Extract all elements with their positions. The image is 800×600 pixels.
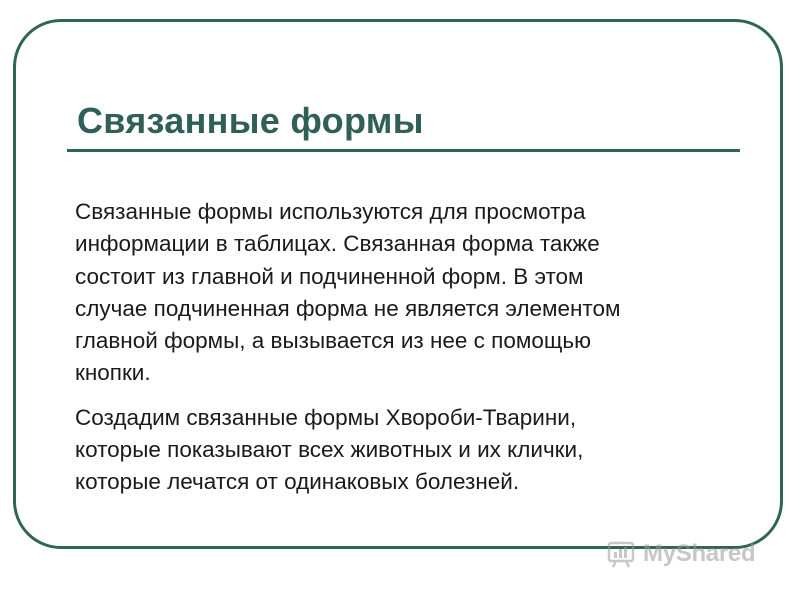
body-paragraph-2: Создадим связанные формы Хвороби-Тварини, которые показывают всех животных и их клички, которые лечатся от одинаковых болезней. xyxy=(75,404,584,495)
slide-title: Связанные формы xyxy=(77,100,424,141)
watermark xyxy=(606,537,755,571)
slide-body xyxy=(75,196,755,499)
title-underline xyxy=(67,149,740,152)
watermark-text: MyShared xyxy=(643,540,756,567)
body-paragraph-1: Связанные формы используются для просмотра информации в таблицах. Связанная форма также состоит из главной и подчиненной форм. В этом случае подчиненная форма не является элементом главной формы, а вызывается из нее с помощью кнопки. xyxy=(75,199,621,386)
myshared-logo-icon xyxy=(606,538,638,570)
